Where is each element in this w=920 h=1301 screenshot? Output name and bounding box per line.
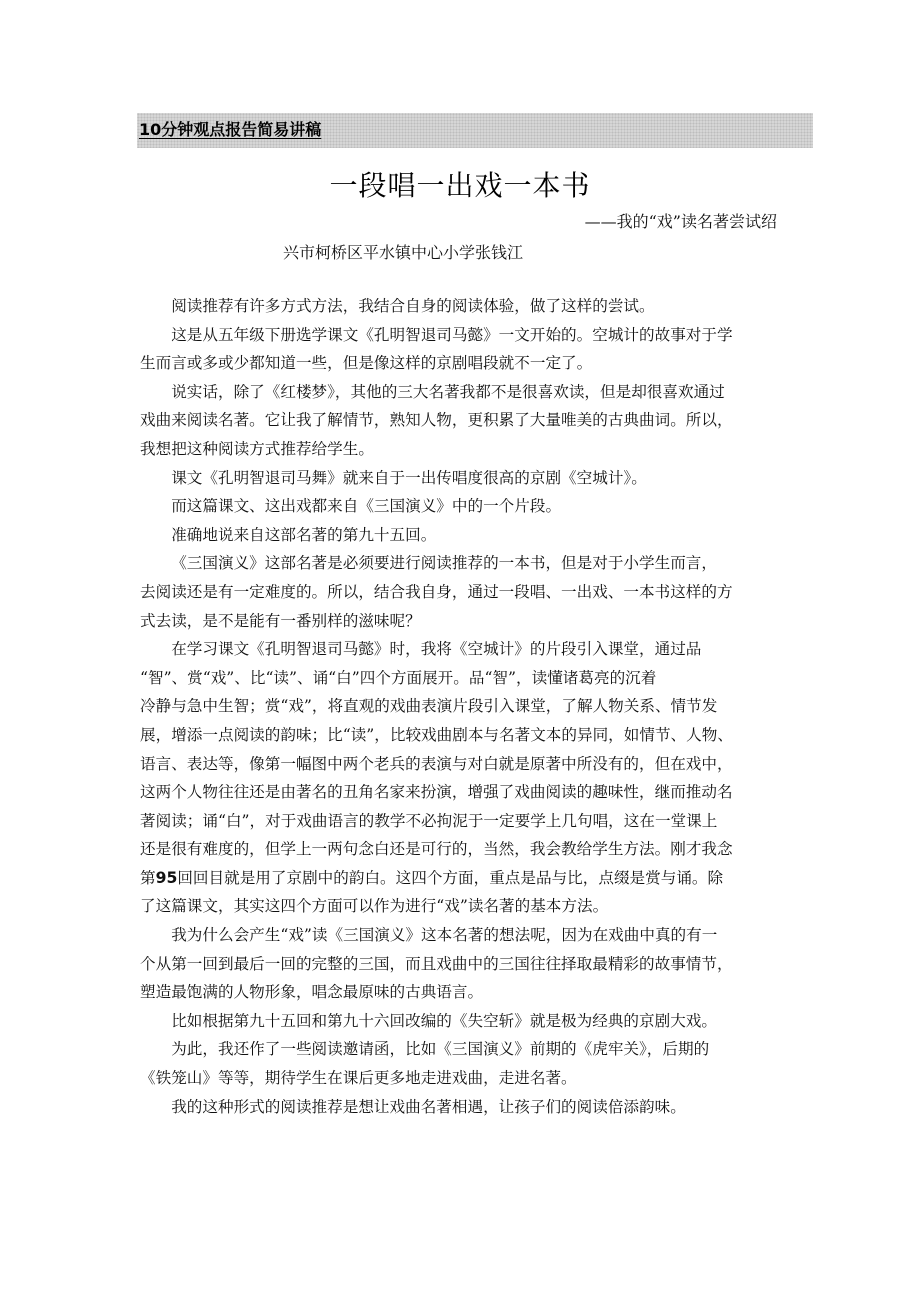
text-line: 比如根据第九十五回和第九十六回改编的《失空斩》就是极为经典的京剧大戏。 [171,1011,717,1030]
text-line: 我想把这种阅读方式推荐给学生。 [140,439,374,458]
text-line: 了这篇课文，其实这四个方面可以作为进行“戏”读名著的基本方法。 [140,897,609,916]
text-line: 我的这种形式的阅读推荐是想让戏曲名著相遇，让孩子们的阅读倍添韵味。 [171,1097,686,1116]
text-run: 第 [140,868,156,887]
text-line: 个从第一回到最后一回的完整的三国，而且戏曲中的三国往往择取最精彩的故事情节， [140,954,733,973]
paragraph [140,1093,782,1122]
text-line: 这是从五年级下册选学课文《孔明智退司马懿》一文开始的。空城计的故事对于学 [171,325,733,344]
text-line: 还是很有难度的，但学上一两句念白还是可行的，当然，我会教给学生方法。刚才我念 [140,840,733,859]
paragraph [140,464,782,493]
text-line: 而这篇课文、这出戏都来自《三国演义》中的一个片段。 [171,497,562,516]
paragraph [140,292,782,321]
paragraph [140,921,782,1007]
paragraph [140,1035,782,1092]
text-line: 《铁笼山》等等，期待学生在课后更多地走进戏曲，走进名著。 [140,1069,577,1088]
text-line: 戏曲来阅读名著。它让我了解情节，熟知人物，更积累了大量唯美的古典曲词。所以， [140,411,733,430]
text-line: 说实话，除了《红楼梦》，其他的三大名著我都不是很喜欢读，但是却很喜欢通过 [171,382,725,401]
text-line: 阅读推荐有许多方式方法，我结合自身的阅读体验，做了这样的尝试。 [171,297,655,315]
text-line: 去阅读还是有一定难度的。所以，结合我自身，通过一段唱、一出戏、一本书这样的方 [140,582,733,601]
text-line: 展，增添一点阅读的韵味；比“读”，比较戏曲剧本与名著文本的异同，如情节、人物、 [140,725,733,744]
text-line: 为此，我还作了一些阅读邀请函，比如《三国演义》前期的《虎牢关》，后期的 [171,1040,710,1059]
text-line: 《三国演义》这部名著是必须要进行阅读推荐的一本书，但是对于小学生而言， [171,554,717,573]
author-affiliation: 兴市柯桥区平水镇中心小学张钱江 [283,243,524,262]
main-title: 一段唱一出戏一本书 [329,169,591,202]
text-line [140,864,782,893]
paragraph [140,1007,782,1036]
text-line: 式去读，是不是能有一番别样的滋味呢？ [140,611,421,630]
text-line: 生而言或多或少都知道一些，但是像这样的京剧唱段就不一定了。 [140,354,593,373]
text-line: 课文《孔明智退司马舞》就来自于一出传唱度很高的京剧《空城计》。 [171,468,647,487]
text-line: 我为什么会产生“戏”读《三国演义》这本名著的想法呢，因为在戏曲中真的有一 [171,926,718,945]
text-line: 语言、表达等，像第一幅图中两个老兵的表演与对白就是原著中所没有的，但在戏中， [140,754,733,773]
text-line: 准确地说来自这部名著的第九十五回。 [171,525,437,544]
text-line: “智”、赏“戏”、比“读”、诵“白”四个方面展开。品“智”，读懂诸葛亮的沉着 [140,668,657,687]
text-line: 塑造最饱满的人物形象，唱念最原味的古典语言。 [140,983,484,1002]
chapter-number: 95 [155,868,178,887]
subtitle: ——我的“戏”读名著尝试绍 [584,212,777,231]
paragraph [140,549,782,635]
text-line: 冷静与急中生智；赏“戏”，将直观的戏曲表演片段引入课堂，了解人物关系、情节发 [140,697,718,716]
text-line: 这两个人物往往还是由著名的丑角名家来扮演，增强了戏曲阅读的趣味性，继而推动名 [140,783,733,802]
paragraph [140,635,782,921]
paragraph [140,521,782,550]
paragraph [140,321,782,378]
paragraph [140,492,782,521]
text-line: 著阅读；诵“白”，对于戏曲语言的教学不必拘泥于一定要学上几句唱，这在一堂课上 [140,811,718,830]
paragraph [140,378,782,464]
header-label: 10分钟观点报告简易讲稿 [139,120,322,139]
text-run: 回回目就是用了京剧中的韵白。这四个方面，重点是品与比，点缀是赏与诵。除 [177,868,724,887]
article-body [140,292,782,1121]
text-line: 在学习课文《孔明智退司马懿》时，我将《空城计》的片段引入课堂，通过品 [171,640,702,659]
